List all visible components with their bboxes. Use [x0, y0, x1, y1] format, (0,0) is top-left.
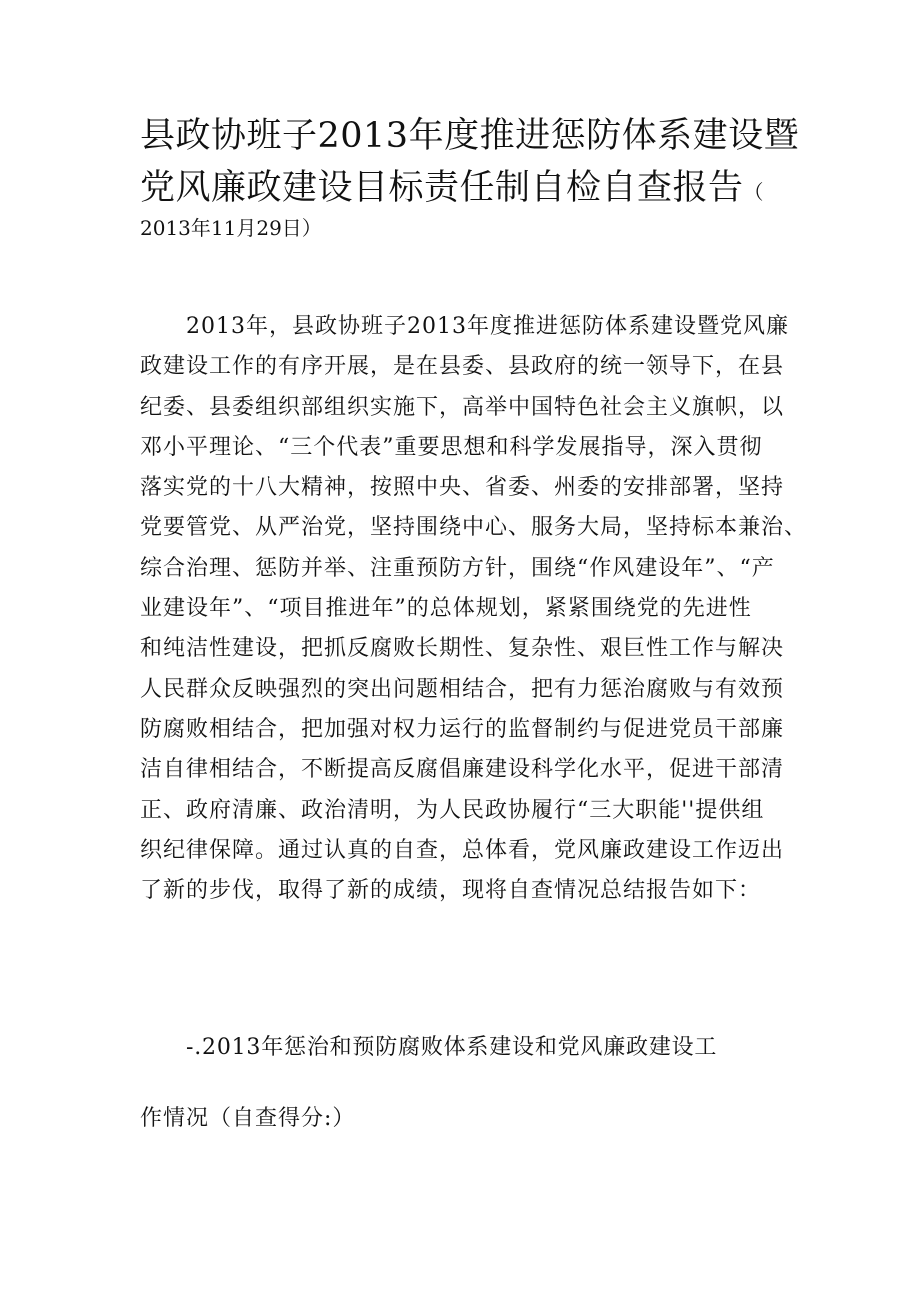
paragraph-line: 织纪律保障。通过认真的自查，总体看，党风廉政建设工作迈出	[140, 837, 785, 863]
report-date: 2013年11月29日）	[140, 216, 322, 240]
paragraph-line: 2013年，县政协班子2013年度推进惩防体系建设暨党风廉	[186, 314, 789, 339]
section-heading-continuation: 作情况（自查得分:）	[140, 1106, 356, 1131]
paragraph-line: 正、政府清廉、政治清明，为人民政协履行“三大职能''提供组	[140, 797, 765, 823]
body-paragraph	[140, 307, 808, 911]
paragraph-line: 人民群众反映强烈的突出问题相结合，把有力惩治腐败与有效预	[140, 676, 785, 702]
paragraph-line: 洁自律相结合，不断提高反腐倡廉建设科学化水平，促进干部清	[140, 757, 785, 783]
title-line-2-text: 党风廉政建设目标责任制自检自查报告	[140, 168, 744, 208]
paragraph-line: 落实党的十八大精神，按照中央、省委、州委的安排部署，坚持	[140, 475, 785, 501]
paragraph-line: 综合治理、惩防并举、注重预防方针，围绕“作风建设年”、“产	[140, 555, 775, 581]
paragraph-line: 和纯洁性建设，把抓反腐败长期性、复杂性、艰巨性工作与解决	[140, 636, 785, 662]
paragraph-line: 纪委、县委组织部组织实施下，高举中国特色社会主义旗帜，以	[140, 394, 785, 420]
paragraph-line: 党要管党、从严治党，坚持围绕中心、服务大局，坚持标本兼治、	[140, 515, 808, 541]
paragraph-line: 业建设年”、“项目推进年”的总体规划，紧紧围绕党的先进性	[140, 596, 752, 622]
section-heading: -.2013年惩治和预防腐败体系建设和党风廉政建设工	[186, 1035, 718, 1060]
title-open-paren: （	[743, 180, 765, 204]
document-title	[140, 110, 800, 218]
paragraph-line: 邓小平理论、“三个代表”重要思想和科学发展指导，深入贯彻	[140, 434, 763, 460]
paragraph-line: 了新的步伐，取得了新的成绩，现将自查情况总结报告如下：	[140, 878, 762, 904]
paragraph-line: 政建设工作的有序开展，是在县委、县政府的统一领导下，在县	[140, 354, 785, 380]
title-line-2	[140, 162, 800, 218]
paragraph-line: 防腐败相结合，把加强对权力运行的监督制约与促进党员干部廉	[140, 716, 785, 742]
title-line-1: 县政协班子2013年度推进惩防体系建设暨	[140, 116, 800, 156]
